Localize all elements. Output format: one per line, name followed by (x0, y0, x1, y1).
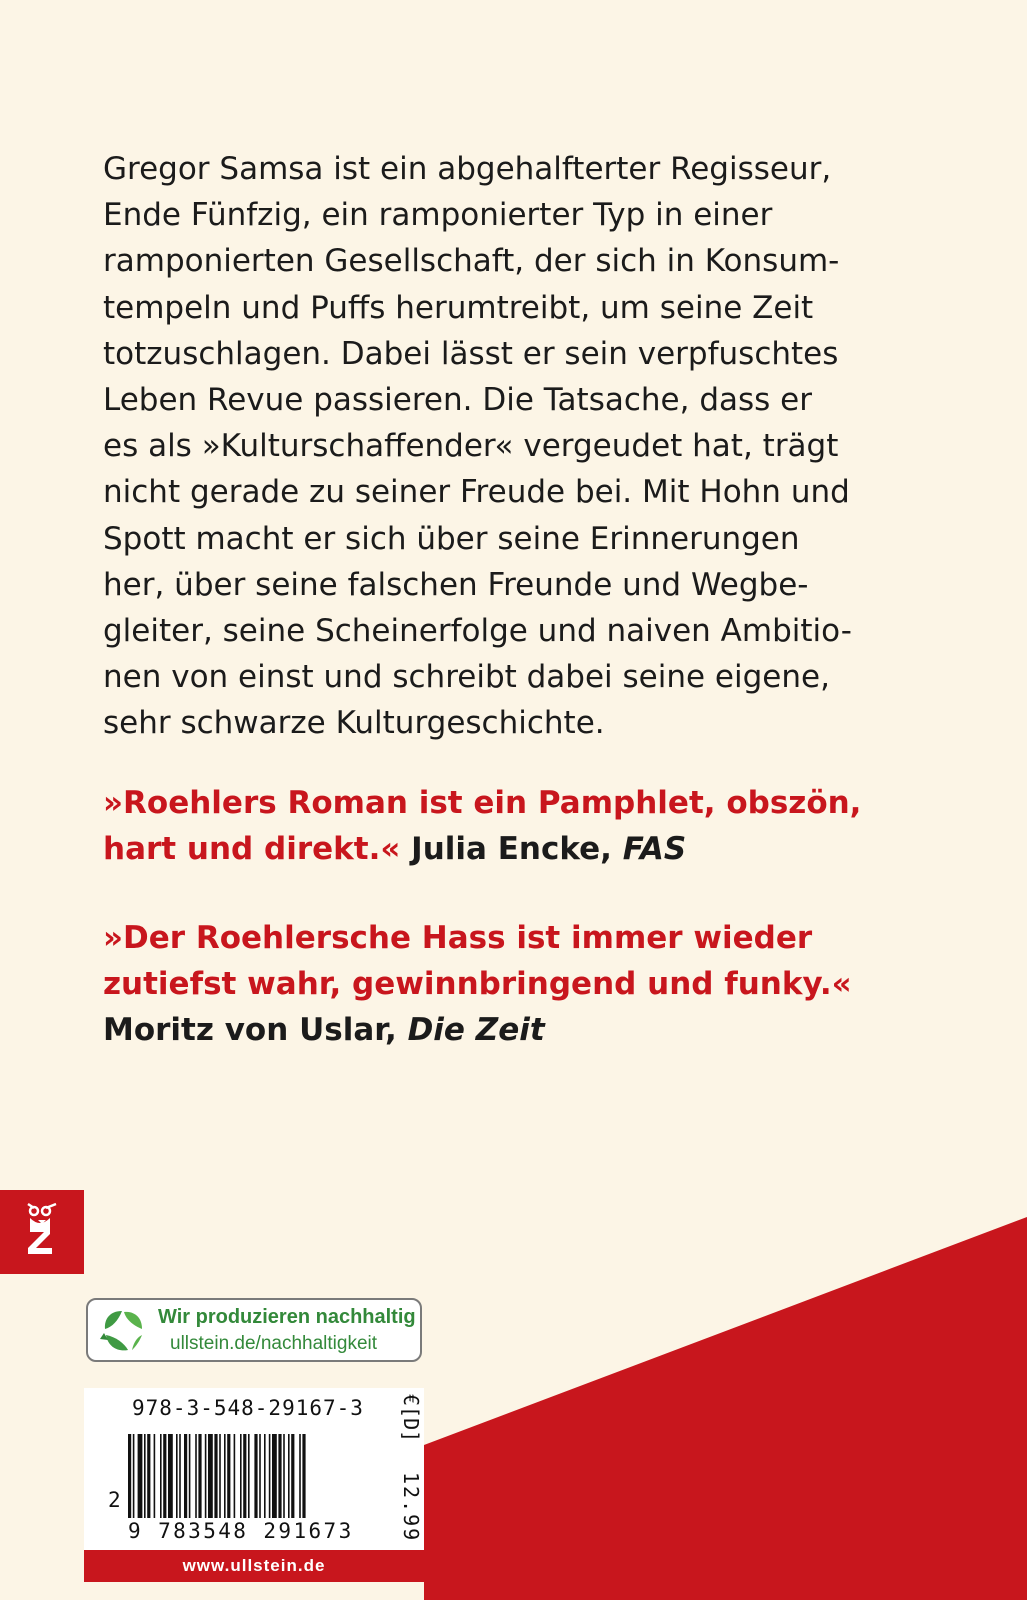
blurb-line: tempeln und Puffs herumtreibt, um seine Zeit (103, 289, 814, 326)
quote-source: Die Zeit (407, 1012, 545, 1048)
quote-text: »Roehlers Roman ist ein Pamphlet, obszön, (103, 785, 862, 821)
quote-author: Julia Encke, (400, 831, 623, 867)
blurb-line: Spott macht er sich über seine Erinnerungen (103, 520, 800, 557)
quote-author: Moritz von Uslar, (103, 1012, 408, 1048)
barcode-digits: 9 783548 291673 (128, 1519, 354, 1543)
press-quote-encke (103, 780, 963, 872)
badge-url[interactable]: ullstein.de/nachhaltigkeit (170, 1333, 378, 1354)
badge-title: Wir produzieren nachhaltig (158, 1306, 416, 1328)
isbn-number: 978-3-548-29167-3 (132, 1396, 364, 1420)
blurb-line: ramponierten Gesellschaft, der sich in Konsum- (103, 243, 840, 280)
price-currency-label: €[D] (399, 1394, 423, 1443)
publisher-website[interactable]: www.ullstein.de (84, 1550, 424, 1582)
blurb-line: nen von einst und schreibt dabei seine eigene, (103, 659, 830, 696)
quote-text: »Der Roehlersche Hass ist immer wieder (103, 920, 813, 956)
blurb-line: sehr schwarze Kulturgeschichte. (103, 705, 605, 742)
publisher-logo (0, 1190, 84, 1274)
owl-icon (0, 1190, 84, 1274)
quote-text: zutiefst wahr, gewinnbringend und funky.« (103, 966, 852, 1002)
blurb-line: gleiter, seine Scheinerfolge und naiven Ambitio- (103, 613, 852, 650)
press-quote-uslar (103, 915, 963, 1053)
blurb-line: nicht gerade zu seiner Freude bei. Mit Hohn und (103, 474, 850, 511)
barcode-lead-digit: 2 (108, 1488, 121, 1512)
blurb-line: her, über seine falschen Freunde und Wegbe- (103, 566, 809, 603)
book-blurb (103, 146, 903, 747)
leaf-cycle-icon (98, 1307, 148, 1355)
price-value: 12.99 (399, 1472, 423, 1543)
ean-barcode (128, 1434, 398, 1518)
quote-text: hart und direkt.« (103, 831, 401, 867)
blurb-line: es als »Kulturschaffender« vergeudet hat, trägt (103, 428, 839, 465)
blurb-line: Ende Fünfzig, ein ramponierter Typ in einer (103, 197, 773, 234)
barcode-panel (84, 1388, 424, 1582)
quote-source: FAS (622, 831, 687, 867)
blurb-line: totzuschlagen. Dabei lässt er sein verpfuschtes (103, 335, 839, 372)
blurb-line: Leben Revue passieren. Die Tatsache, dass er (103, 382, 812, 419)
sustainability-badge (86, 1298, 422, 1362)
blurb-line: Gregor Samsa ist ein abgehalfterter Regisseur, (103, 151, 832, 187)
